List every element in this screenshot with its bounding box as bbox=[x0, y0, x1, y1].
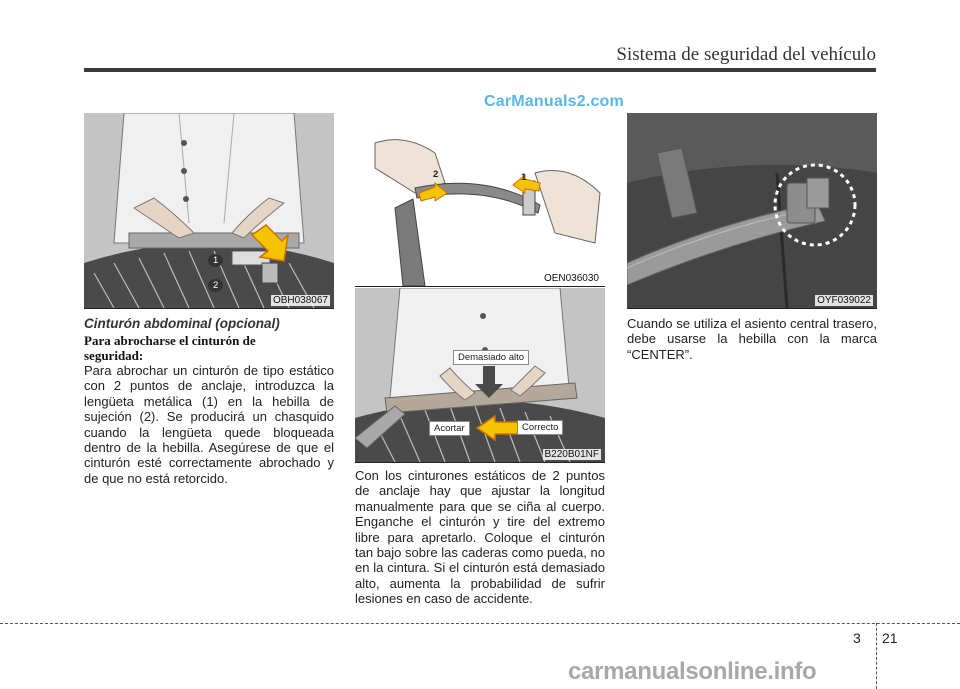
center-buckle-illustration bbox=[627, 113, 877, 308]
figure-code: OBH038067 bbox=[272, 295, 328, 306]
label-correct: Correcto bbox=[517, 420, 563, 435]
page-number: 21 bbox=[882, 630, 898, 646]
figure-code: B220B01NF bbox=[544, 449, 599, 460]
page-separator bbox=[876, 623, 877, 689]
figure-code: OYF039022 bbox=[817, 295, 871, 306]
lap-belt-fasten-illustration bbox=[84, 113, 334, 308]
chapter-number: 3 bbox=[853, 630, 861, 646]
figure-rule-right bbox=[627, 308, 877, 309]
marker-1: 1 bbox=[208, 254, 223, 267]
watermark-top[interactable]: CarManuals2.com bbox=[484, 93, 624, 110]
figure-lap-belt-fasten bbox=[84, 113, 334, 308]
marker-2: 2 bbox=[208, 279, 223, 292]
figure-rule-left bbox=[84, 308, 334, 309]
chapter-title: Sistema de seguridad del vehículo bbox=[616, 44, 876, 65]
figure-center-buckle bbox=[627, 113, 877, 308]
body-text-left: Para abrochar un cinturón de tipo estático con 2 puntos de anclaje, introduzca la lengüeta metálica (1) en la hebilla de sujeción (2). Se producirá un chasquido cuando la lengüeta quede bloqueada dentro de la hebilla. Asegúrese de que el cinturón esté correctamente abrochado y de que no está retorcido. bbox=[84, 363, 334, 486]
label-too-high: Demasiado alto bbox=[453, 350, 529, 365]
marker-2: 2 bbox=[433, 169, 439, 180]
figure-belt-position bbox=[355, 288, 605, 462]
watermark-bottom[interactable]: carmanualsonline.info bbox=[568, 658, 817, 685]
figure-rule-middle-top bbox=[355, 286, 605, 287]
belt-adjust-illustration bbox=[355, 113, 605, 286]
marker-1: 1 bbox=[521, 172, 527, 183]
body-text-middle: Con los cinturones estáticos de 2 puntos de anclaje hay que ajustar la longitud manualmente para que se ciña al cuerpo. Enganche el cinturón y tire del extremo libre para apretarlo. Coloque el cinturón tan bajo sobre las caderas como pueda, no en la cintura. Si el cinturón está demasiado alto, aumenta la probabilidad de sufrir lesiones en caso de accidente. bbox=[355, 468, 605, 607]
figure-code: OEN036030 bbox=[543, 273, 599, 284]
figure-rule-middle-bottom bbox=[355, 462, 605, 463]
belt-position-illustration bbox=[355, 288, 605, 462]
section-heading: Cinturón abdominal (opcional) bbox=[84, 316, 280, 331]
figure-belt-adjust bbox=[355, 113, 605, 286]
footer-rule bbox=[0, 623, 960, 624]
body-text-right: Cuando se utiliza el asiento central trasero, debe usarse la hebilla con la marca “CENTER”. bbox=[627, 316, 877, 362]
label-shorten: Acortar bbox=[429, 421, 470, 436]
sub-heading: Para abrocharse el cinturón de seguridad: bbox=[84, 333, 256, 363]
header-rule bbox=[84, 68, 876, 72]
